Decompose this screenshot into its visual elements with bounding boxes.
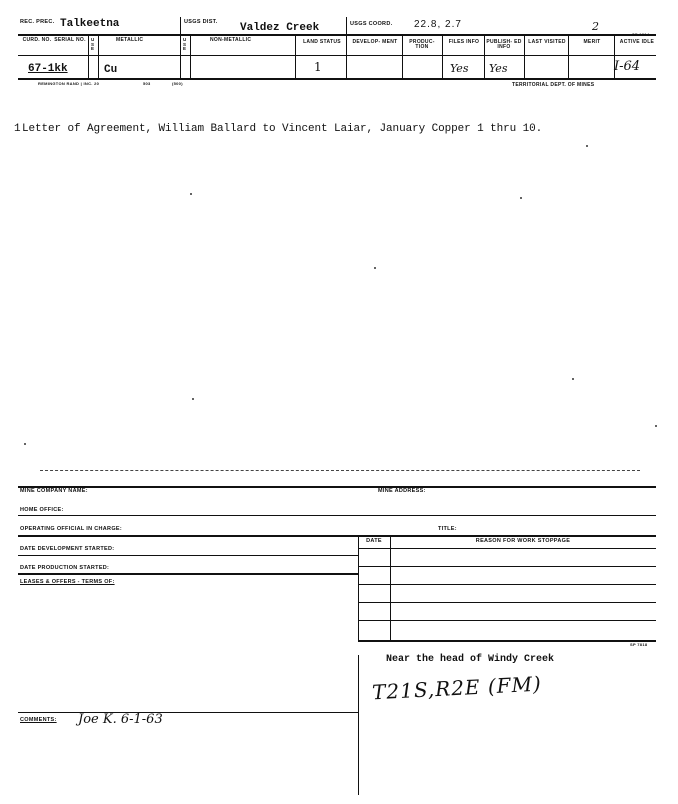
column-header-active-idle: ACTIVE IDLE xyxy=(619,39,655,45)
scan-speck xyxy=(655,425,657,427)
scan-speck xyxy=(520,197,522,199)
scan-speck xyxy=(24,443,26,445)
column-header-curd-no: CURD. NO. xyxy=(22,37,52,43)
column-header-files-info: FILES INFO xyxy=(448,39,480,45)
form-rule xyxy=(18,515,656,516)
header-divider xyxy=(346,17,347,79)
column-header-production: PRODUC- TION xyxy=(409,39,435,51)
table-row-line xyxy=(358,620,656,621)
agency-name: TERRITORIAL DEPT. OF MINES xyxy=(512,82,595,88)
form-rule xyxy=(18,573,358,575)
scan-speck xyxy=(192,398,194,400)
table-border xyxy=(390,535,391,642)
card-separator xyxy=(40,470,640,471)
table-row-line xyxy=(358,584,656,585)
leases-offers-label: LEASES & OFFERS - TERMS OF: xyxy=(20,579,115,585)
column-divider xyxy=(524,35,525,79)
scan-speck xyxy=(190,193,192,195)
table-row-line xyxy=(358,602,656,603)
stoppage-date-header: DATE xyxy=(366,538,382,544)
date-development-started-label: DATE DEVELOPMENT STARTED: xyxy=(20,546,115,552)
title-label: TITLE: xyxy=(438,526,457,532)
usgs-coord-value: 22.8, 2.7 xyxy=(414,19,462,30)
comments-value: Joe K. 6-1-63 xyxy=(78,712,163,727)
column-header-serial-no: SERIAL NO. xyxy=(54,37,86,43)
land-status-value: 1 xyxy=(314,60,322,74)
entry-number: 1 xyxy=(14,123,21,135)
column-divider xyxy=(190,35,191,79)
operating-official-label: OPERATING OFFICIAL IN CHARGE: xyxy=(20,526,122,532)
form-rule xyxy=(18,555,358,556)
mine-address-label: MINE ADDRESS: xyxy=(378,488,426,494)
scan-speck xyxy=(374,267,376,269)
stoppage-reason-header: REASON FOR WORK STOPPAGE xyxy=(475,538,571,544)
date-production-started-label: DATE PRODUCTION STARTED: xyxy=(20,565,110,571)
rec-prec-value: Talkeetna xyxy=(60,18,120,30)
table-row-line xyxy=(358,548,656,549)
column-divider xyxy=(295,35,296,79)
print-code-2: (500) xyxy=(172,81,183,86)
column-header-use-right: U S E xyxy=(183,37,187,52)
column-divider xyxy=(402,35,403,79)
scan-speck xyxy=(572,378,574,380)
published-info-value: Yes xyxy=(489,62,508,75)
home-office-label: HOME OFFICE: xyxy=(20,507,64,513)
form-number-2: SP 7818 xyxy=(630,642,648,647)
column-divider xyxy=(442,35,443,79)
usgs-coord-label: USGS COORD. xyxy=(350,21,393,27)
files-info-value: Yes xyxy=(450,62,469,75)
column-divider xyxy=(484,35,485,79)
table-row-line xyxy=(358,566,656,567)
column-divider xyxy=(568,35,569,79)
comments-label: COMMENTS: xyxy=(20,717,57,723)
column-header-merit: MERIT xyxy=(583,39,601,45)
column-header-development: DEVELOP- MENT xyxy=(352,39,398,45)
column-header-non-metallic: NON-METALLIC xyxy=(210,37,252,43)
header-divider xyxy=(18,34,656,36)
entry-text: Letter of Agreement, William Ballard to Vincent Laiar, January Copper 1 thru 10. xyxy=(22,123,543,135)
column-header-metallic: METALLIC xyxy=(116,37,144,43)
column-header-land-status: LAND STATUS xyxy=(303,39,341,45)
form-rule xyxy=(18,535,656,537)
active-idle-value: I-64 xyxy=(614,59,641,74)
sheet-number: 2 xyxy=(592,20,599,33)
notes-divider xyxy=(358,655,359,795)
mine-company-name-label: MINE COMPANY NAME: xyxy=(20,488,88,494)
form-rule xyxy=(18,486,656,488)
column-header-last-visited: LAST VISITED xyxy=(528,39,566,45)
usgs-dist-label: USGS DIST. xyxy=(184,19,218,25)
location-typed-note: Near the head of Windy Creek xyxy=(386,654,555,665)
metallic-value: Cu xyxy=(104,64,118,76)
table-row-line xyxy=(358,640,656,642)
column-header-use-left: U S E xyxy=(91,37,95,52)
print-code: 503 xyxy=(143,81,151,86)
header-divider xyxy=(18,55,656,56)
printer-imprint: REMINGTON RAND | INC. 20 xyxy=(38,81,100,86)
scan-speck xyxy=(586,145,588,147)
header-divider xyxy=(180,17,181,79)
table-border xyxy=(358,535,359,642)
form-rule xyxy=(18,712,358,713)
curd-number-value: 67-1kk xyxy=(28,63,68,75)
column-header-published-info: PUBLISH- ED INFO xyxy=(486,39,522,51)
header-divider xyxy=(18,78,656,80)
column-divider xyxy=(98,35,99,79)
rec-prec-label: REC. PREC. xyxy=(20,19,55,25)
column-divider xyxy=(88,35,89,79)
location-handwritten-note: T21S,R2E (FM) xyxy=(371,671,543,705)
usgs-dist-value: Valdez Creek xyxy=(240,22,320,34)
